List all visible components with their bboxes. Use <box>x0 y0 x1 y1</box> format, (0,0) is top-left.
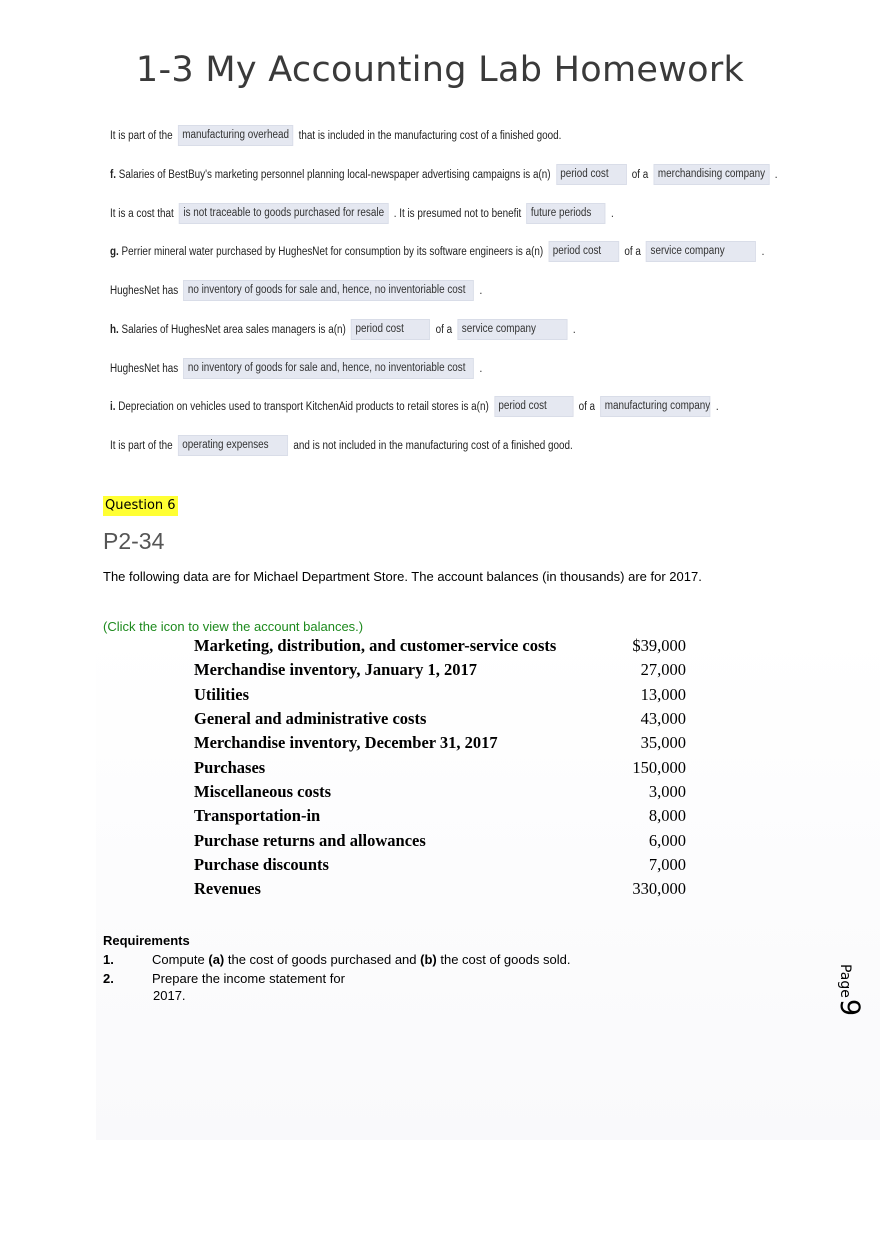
page-title: 1-3 My Accounting Lab Homework <box>135 50 745 90</box>
answer-dropdown[interactable]: future periods <box>527 203 606 224</box>
answer-text: . <box>572 324 576 336</box>
answer-line-f-note <box>110 202 614 226</box>
account-row <box>194 634 694 658</box>
answer-text: Salaries of HughesNet area sales managers is a(n) <box>121 324 346 336</box>
problem-intro: The following data are for Michael Department Store. The account balances (in thousands) are for 2017. <box>103 569 702 584</box>
answer-text: It is part of the <box>110 130 173 142</box>
account-value: 27,000 <box>640 660 686 680</box>
answer-text: of a <box>624 246 641 258</box>
requirement-text-cont: 2017. <box>153 988 186 1003</box>
answer-text: . <box>611 208 614 220</box>
answer-text: It is part of the <box>110 440 173 452</box>
problem-number: P2-34 <box>103 528 165 554</box>
account-row <box>194 755 694 779</box>
answer-text: Perrier mineral water purchased by HughesNet for consumption by its software engineers is a(n) <box>121 246 544 258</box>
answer-text: HughesNet has <box>110 285 179 297</box>
answer-text: . <box>774 169 778 181</box>
account-row <box>194 731 694 755</box>
question-label: Question 6 <box>103 496 178 516</box>
answer-line-overhead-note <box>110 124 561 148</box>
account-row <box>194 853 694 877</box>
account-value: 35,000 <box>640 733 686 753</box>
answer-text: . It is presumed not to benefit <box>393 208 522 220</box>
account-row <box>194 683 694 707</box>
account-value: 43,000 <box>640 709 686 729</box>
requirements-heading: Requirements <box>103 933 190 948</box>
requirement-text: Prepare the income statement for <box>152 971 345 986</box>
answer-line-f <box>110 163 778 187</box>
answer-dropdown[interactable]: manufacturing company <box>600 396 710 417</box>
answer-text: of a <box>578 401 596 413</box>
answer-text: . <box>761 246 765 258</box>
answer-dropdown[interactable]: no inventory of goods for sale and, hence, no inventoriable cost <box>184 358 475 379</box>
answer-text: . <box>479 285 483 297</box>
answer-line-h <box>110 318 576 342</box>
answer-dropdown[interactable]: service company <box>646 241 756 262</box>
account-name: Miscellaneous costs <box>194 781 332 801</box>
answer-line-g <box>110 240 764 264</box>
view-balances-link[interactable]: (Click the icon to view the account balances.) <box>103 619 364 634</box>
account-name: Utilities <box>194 684 249 704</box>
answer-text: HughesNet has <box>110 363 179 375</box>
account-value: 150,000 <box>632 757 686 777</box>
answer-dropdown[interactable]: period cost <box>556 164 627 185</box>
account-balances-table <box>194 634 694 901</box>
account-row <box>194 707 694 731</box>
account-value: 3,000 <box>648 781 686 801</box>
answer-line-g-note <box>110 279 482 303</box>
account-name: Marketing, distribution, and customer-service costs <box>194 636 557 656</box>
account-row <box>194 828 694 852</box>
account-row <box>194 804 694 828</box>
answer-text: It is a cost that <box>110 208 174 220</box>
item-letter: f. <box>110 169 117 181</box>
answer-text: Salaries of BestBuy's marketing personnel planning local-newspaper advertising campaigns is a(n) <box>118 169 551 181</box>
requirement-number: 2. <box>103 971 114 986</box>
answer-dropdown[interactable]: manufacturing overhead <box>178 125 293 146</box>
answer-text: and is not included in the manufacturing cost of a finished good. <box>293 440 573 452</box>
account-name: Merchandise inventory, December 31, 2017 <box>194 733 498 753</box>
account-name: Revenues <box>194 879 261 899</box>
answer-text: that is included in the manufacturing cost of a finished good. <box>298 130 562 142</box>
account-name: Purchases <box>194 757 266 777</box>
page-number: Page 9 <box>834 963 865 1017</box>
answer-dropdown[interactable]: service company <box>457 319 567 340</box>
account-value: 7,000 <box>648 854 686 874</box>
account-name: Purchase discounts <box>194 854 329 874</box>
answer-dropdown[interactable]: period cost <box>549 241 620 262</box>
answer-dropdown[interactable]: period cost <box>351 319 430 340</box>
answer-text: Depreciation on vehicles used to transport KitchenAid products to retail stores is a(n) <box>118 401 489 413</box>
account-name: Transportation-in <box>194 806 321 826</box>
answer-line-i <box>110 395 719 419</box>
account-value: 8,000 <box>648 806 686 826</box>
account-value: 13,000 <box>640 684 686 704</box>
account-name: Merchandise inventory, January 1, 2017 <box>194 660 477 680</box>
item-letter: g. <box>110 246 119 258</box>
item-letter: h. <box>110 324 119 336</box>
account-row <box>194 658 694 682</box>
answer-text: of a <box>435 324 453 336</box>
requirement-text: Compute (a) the cost of goods purchased and (b) the cost of goods sold. <box>152 952 571 967</box>
answer-line-i-note <box>110 434 573 458</box>
answer-line-h-note <box>110 357 482 381</box>
answer-dropdown[interactable]: merchandising company <box>654 164 770 185</box>
account-name: General and administrative costs <box>194 709 427 729</box>
account-value: 330,000 <box>632 879 686 899</box>
requirement-number: 1. <box>103 952 114 967</box>
account-name: Purchase returns and allowances <box>194 830 426 850</box>
answer-dropdown[interactable]: operating expenses <box>178 435 288 456</box>
answer-text: . <box>715 401 719 413</box>
answer-dropdown[interactable]: is not traceable to goods purchased for resale <box>179 203 388 224</box>
answer-text: of a <box>631 169 649 181</box>
account-row <box>194 780 694 804</box>
answer-text: . <box>479 363 483 375</box>
account-value: $39,000 <box>632 636 686 656</box>
answer-dropdown[interactable]: no inventory of goods for sale and, hence, no inventoriable cost <box>184 280 475 301</box>
answer-dropdown[interactable]: period cost <box>494 396 573 417</box>
account-value: 6,000 <box>648 830 686 850</box>
account-row <box>194 877 694 901</box>
item-letter: i. <box>110 401 116 413</box>
